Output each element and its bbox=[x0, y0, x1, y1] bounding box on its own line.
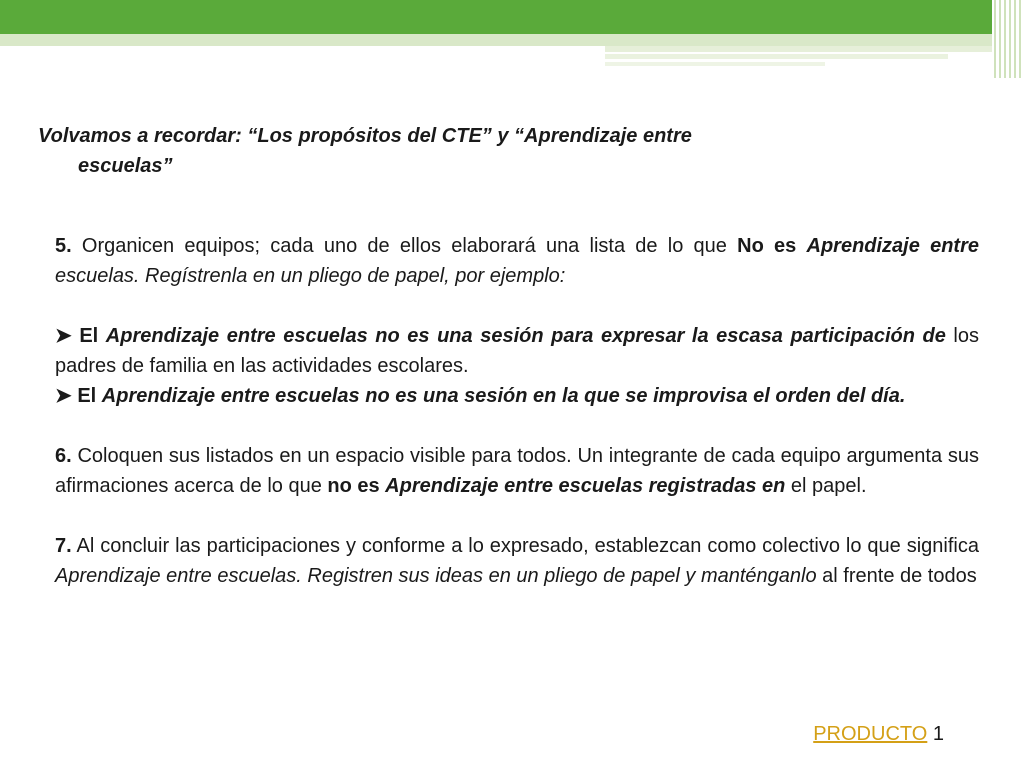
arrow-bullet-icon: ➤ bbox=[55, 325, 72, 347]
item-7: 7. Al concluir las participaciones y conforme a lo expresado, establezcan como colectivo lo que significa Aprendizaje entre escuelas. Registren sus ideas en un pliego de papel y manténganlo al frente de todos bbox=[55, 535, 979, 587]
corner-stripes bbox=[992, 0, 1024, 78]
title-line-2: escuelas” bbox=[78, 155, 173, 177]
slide-title bbox=[38, 121, 918, 181]
product-link[interactable]: PRODUCTO bbox=[813, 723, 928, 745]
bullet-2: ➤ El Aprendizaje entre escuelas no es una sesión en la que se improvisa el orden del día. bbox=[55, 385, 906, 407]
title-line-1: Volvamos a recordar: “Los propósitos del CTE” y “Aprendizaje entre bbox=[38, 125, 692, 147]
item-6: 6. Coloquen sus listados en un espacio visible para todos. Un integrante de cada equipo argumenta sus afirmaciones acerca de lo que no es Aprendizaje entre escuelas registradas en el papel. bbox=[55, 445, 979, 497]
slide-body bbox=[55, 231, 979, 591]
top-light-band bbox=[0, 34, 992, 46]
top-green-band bbox=[0, 0, 992, 34]
product-number: 1 bbox=[927, 723, 944, 745]
decor-line-2 bbox=[605, 54, 948, 59]
bullet-1: ➤ El Aprendizaje entre escuelas no es una sesión para expresar la escasa participación de los padres de familia en las actividades escolares. bbox=[55, 325, 979, 377]
arrow-bullet-icon: ➤ bbox=[55, 385, 72, 407]
decor-line-1 bbox=[605, 46, 992, 52]
item-5: 5. Organicen equipos; cada uno de ellos elaborará una lista de lo que No es Aprendizaje entre escuelas. Regístrenla en un pliego de papel, por ejemplo: bbox=[55, 235, 979, 287]
decor-line-3 bbox=[605, 62, 825, 66]
product-label bbox=[813, 719, 944, 749]
